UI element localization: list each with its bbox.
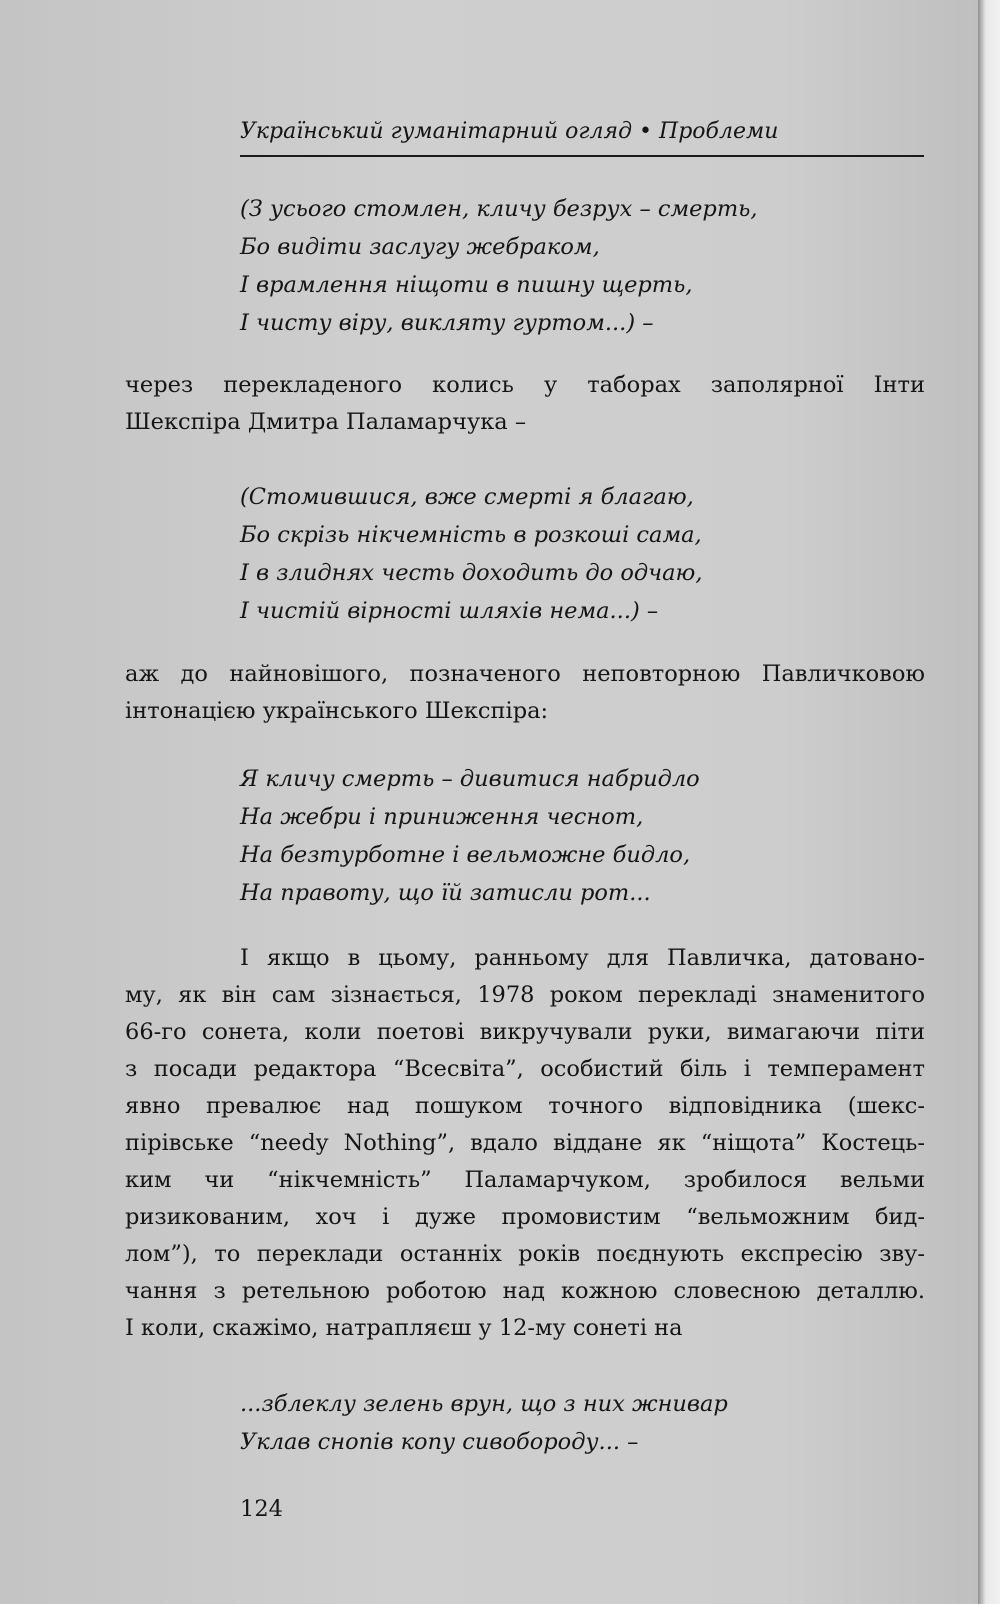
verse-quote-2 xyxy=(240,478,924,630)
header-rule xyxy=(240,155,924,157)
verse-line: Уклав снопів копу сивобороду... – xyxy=(240,1429,639,1455)
running-head: Український гуманітарний огляд • Проблеми xyxy=(240,119,779,144)
prose-line: явно превалює над пошуком точного відповідника (шекс- xyxy=(125,1093,925,1119)
prose-line: пірівське “needy Nothing”, вдало віддане як “ніщота” Костець- xyxy=(125,1130,925,1156)
prose-line: чання з ретельною роботою над кожною словесною деталлю. xyxy=(125,1278,925,1304)
page-edge xyxy=(978,0,1000,1604)
verse-quote-3 xyxy=(240,760,924,912)
verse-line: На безтурботне і вельможне бидло, xyxy=(240,842,691,868)
verse-line: На правоту, що їй затисли рот... xyxy=(240,880,651,906)
verse-line: (З усього стомлен, кличу безрух – смерть, xyxy=(240,196,758,222)
page-number: 124 xyxy=(240,1496,283,1522)
verse-line: Бо видіти заслугу жебраком, xyxy=(240,234,600,260)
prose-line: 66-го сонета, коли поетові викручували руки, вимагаючи піти xyxy=(125,1019,925,1045)
verse-line: (Стомившися, вже смерті я благаю, xyxy=(240,484,694,510)
prose-line: ким чи “нікчемність” Паламарчуком, зробилося вельми xyxy=(125,1167,925,1193)
verse-line: Бо скрізь нікчемність в розкоші сама, xyxy=(240,522,702,548)
prose-line: інтонацією українського Шекспіра: xyxy=(125,698,549,724)
verse-line: І чистій вірності шляхів нема...) – xyxy=(240,598,659,624)
verse-line: І в злиднях честь доходить до одчаю, xyxy=(240,560,703,586)
prose-line: аж до найновішого, позначеного неповторною Павличковою xyxy=(125,661,925,687)
prose-line: І коли, скажімо, натрапляєш у 12-му сонеті на xyxy=(125,1315,683,1341)
prose-paragraph-2 xyxy=(125,656,925,730)
prose-line: І якщо в цьому, ранньому для Павличка, датовано- xyxy=(240,945,925,971)
prose-line: з посади редактора “Всесвіта”, особистий біль і темперамент xyxy=(125,1056,925,1082)
verse-quote-1 xyxy=(240,190,924,342)
verse-line: І врамлення ніщоти в пишну щерть, xyxy=(240,272,693,298)
prose-line: лом”), то переклади останніх років поєднують експресію зву- xyxy=(125,1241,925,1267)
prose-paragraph-1 xyxy=(125,367,925,441)
prose-line: Шекспіра Дмитра Паламарчука – xyxy=(125,409,527,435)
verse-line: На жебри і приниження чеснот, xyxy=(240,804,644,830)
verse-line: І чисту віру, викляту гуртом...) – xyxy=(240,310,654,336)
verse-quote-4 xyxy=(240,1385,924,1461)
prose-paragraph-3 xyxy=(125,940,925,1347)
prose-line: через перекладеного колись у таборах заполярної Інти xyxy=(125,372,925,398)
verse-line: ...зблеклу зелень врун, що з них жнивар xyxy=(240,1391,728,1417)
prose-line: му, як він сам зізнається, 1978 роком перекладі знаменитого xyxy=(125,982,925,1008)
verse-line: Я кличу смерть – дивитися набридло xyxy=(240,766,700,792)
prose-line: ризикованим, хоч і дуже промовистим “вельможним бид- xyxy=(125,1204,925,1230)
